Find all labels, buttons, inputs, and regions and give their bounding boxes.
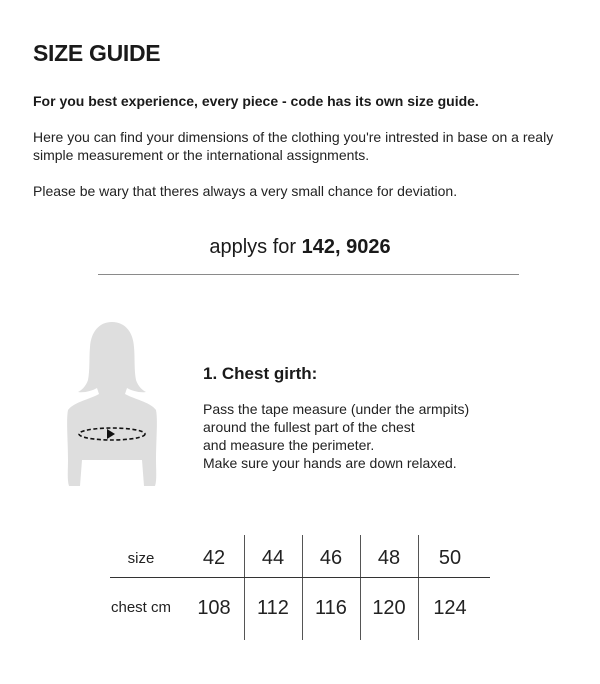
page-title: SIZE GUIDE: [33, 40, 161, 66]
size-table: [110, 535, 490, 640]
size-cell: 50: [438, 547, 462, 569]
row-divider: [110, 577, 490, 578]
applies-for-heading: [0, 236, 600, 259]
chest-row-label: chest cm: [110, 599, 171, 616]
applies-codes: 142, 9026: [301, 236, 391, 258]
chest-cell: 112: [257, 597, 289, 619]
size-row-label: size: [127, 550, 155, 567]
intro-paragraph: Here you can find your dimensions of the clothing you're intrested in base on a realy simple measurement or the international assignments.: [33, 129, 554, 163]
instruction-line: Make sure your hands are down relaxed.: [203, 455, 457, 471]
instruction-line: Pass the tape measure (under the armpits): [203, 401, 470, 417]
deviation-paragraph: Please be wary that theres always a very small chance for deviation.: [33, 183, 458, 199]
instruction-line: and measure the perimeter.: [203, 437, 375, 453]
silhouette-body: [67, 322, 157, 486]
size-cell: 44: [261, 547, 285, 569]
applies-prefix: applys for: [209, 236, 297, 258]
chest-cell: 120: [372, 597, 406, 619]
female-torso-silhouette-icon: [62, 320, 162, 490]
chest-cell: 116: [315, 597, 347, 619]
chest-cell: 108: [197, 597, 231, 619]
measurement-instructions: [203, 400, 543, 472]
measurement-title: 1. Chest girth:: [203, 364, 318, 383]
size-cell: 48: [377, 547, 401, 569]
section-divider: [98, 274, 519, 275]
lead-text: For you best experience, every piece - code has its own size guide.: [33, 93, 479, 109]
instruction-line: around the fullest part of the chest: [203, 419, 415, 435]
size-cell: 46: [319, 547, 343, 569]
size-cell: 42: [202, 547, 226, 569]
chest-cell: 124: [433, 597, 467, 619]
